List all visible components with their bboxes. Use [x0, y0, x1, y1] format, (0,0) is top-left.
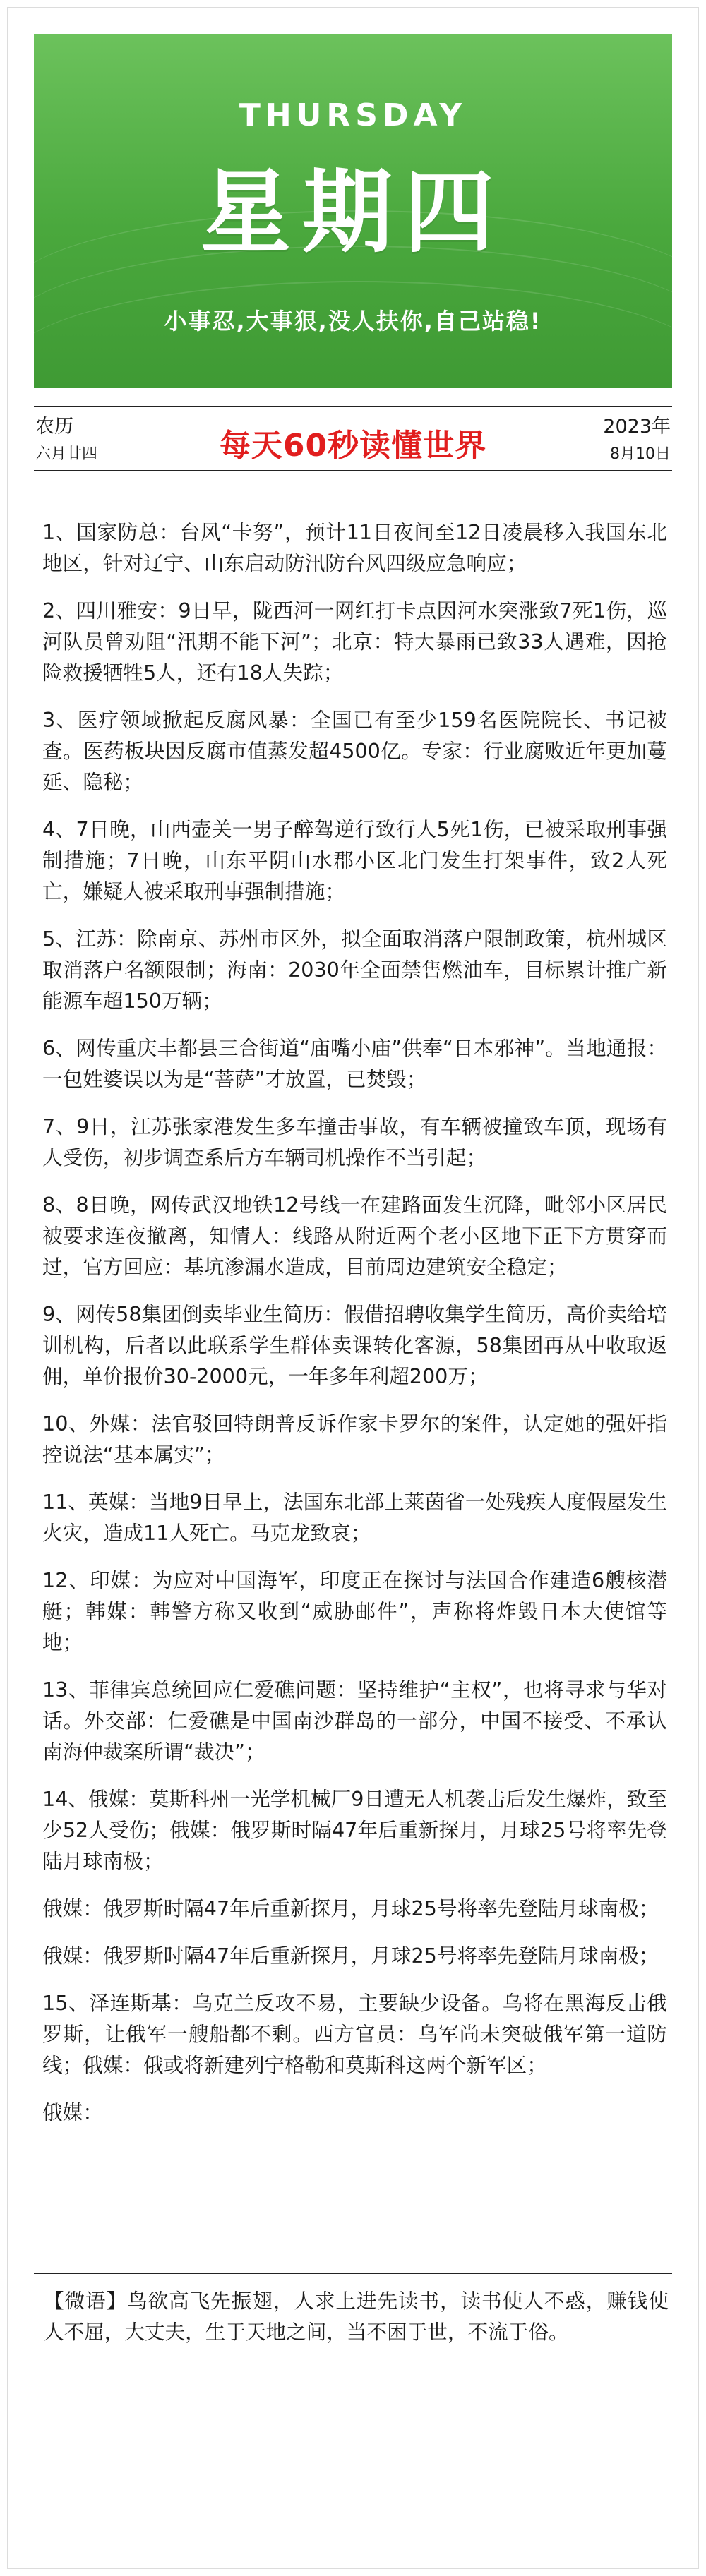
- day-banner: [34, 34, 672, 388]
- news-list: [42, 517, 667, 2144]
- news-item: 2、四川雅安：9日早，陇西河一网红打卡点因河水突涨致7死1伤，巡河队员曾劝阻“汛期不能下河”；北京：特大暴雨已致33人遇难，因抢险救援牺牲5人，还有18人失踪；: [42, 598, 667, 685]
- banner-motto: 小事忍,大事狠,没人扶你,自己站稳!: [164, 308, 542, 335]
- date-label: 8月10日: [610, 445, 671, 463]
- news-item: 6、网传重庆丰都县三合街道“庙嘴小庙”供奉“日本邪神”。当地通报：一包姓婆误以为是“菩萨”才放置，已焚毁；: [42, 1036, 667, 1091]
- news-item: 14、俄媒：莫斯科州一光学机械厂9日遭无人机袭击后发生爆炸，致至少52人受伤；俄媒：俄罗斯时隔47年后重新探月，月球25号将率先登陆月球南极；: [42, 1787, 667, 1873]
- weekday-chinese: 星期四: [200, 160, 505, 265]
- news-item: 8、8日晚，网传武汉地铁12号线一在建路面发生沉降，毗邻小区居民被要求连夜撤离，知情人：线路从附近两个老小区地下正下方贯穿而过，官方回应：基坑渗漏水造成，目前周边建筑安全稳定；: [42, 1193, 667, 1279]
- news-item: 10、外媒：法官驳回特朗普反诉作家卡罗尔的案件，认定她的强奸指控说法“基本属实”；: [42, 1412, 667, 1467]
- header-divider-top: [34, 406, 672, 407]
- weekday-english: THURSDAY: [239, 97, 467, 133]
- closing-quote: 【微语】鸟欲高飞先振翅，人求上进先读书，读书使人不惑，赚钱使人不屈，大丈夫，生于天地之间，当不困于世，不流于俗。: [44, 2289, 669, 2344]
- news-item: 4、7日晚，山西壶关一男子醉驾逆行致行人5死1伤，已被采取刑事强制措施；7日晚，山东平阴山水郡小区北门发生打架事件，致2人死亡，嫌疑人被采取刑事强制措施；: [42, 817, 667, 903]
- news-item: 9、网传58集团倒卖毕业生简历：假借招聘收集学生简历，高价卖给培训机构，后者以此联系学生群体卖课转化客源，58集团再从中收取返佣，单价报价30-2000元，一年多年利超200万；: [42, 1302, 667, 1388]
- year-label: 2023年: [603, 416, 671, 438]
- news-item: 7、9日，江苏张家港发生多车撞击事故，有车辆被撞致车顶，现场有人受伤，初步调查系后方车辆司机操作不当引起；: [42, 1114, 667, 1169]
- news-item: 15、泽连斯基：乌克兰反攻不易，主要缺少设备。乌将在黑海反击俄罗斯，让俄军一艘船都不剩。西方官员：乌军尚未突破俄军第一道防线；俄媒：俄或将新建列宁格勒和莫斯科这两个新军区；: [42, 1991, 667, 2077]
- news-item: 13、菲律宾总统回应仁爱礁问题：坚持维护“主权”，也将寻求与华对话。外交部：仁爱礁是中国南沙群岛的一部分，中国不接受、不承认南海仲裁案所谓“裁决”；: [42, 1678, 667, 1764]
- page-title: 每天60秒读懂世界: [219, 428, 487, 464]
- news-item: 11、英媒：当地9日早上，法国东北部上莱茵省一处残疾人度假屋发生火灾，造成11人死亡。马克龙致哀；: [42, 1490, 667, 1545]
- header-divider-bottom: [34, 470, 672, 471]
- news-item: 俄媒：俄罗斯时隔47年后重新探月，月球25号将率先登陆月球南极；: [42, 1896, 659, 1920]
- lunar-calendar-label: 农历: [35, 416, 73, 438]
- news-item: 俄媒：俄罗斯时隔47年后重新探月，月球25号将率先登陆月球南极；: [42, 1944, 659, 1968]
- news-item: 1、国家防总：台风“卡努”，预计11日夜间至12日凌晨移入我国东北地区，针对辽宁、山东启动防汛防台风四级应急响应；: [42, 520, 667, 575]
- news-item: 12、印媒：为应对中国海军，印度正在探讨与法国合作建造6艘核潜艇；韩媒：韩警方称又收到“威胁邮件”，声称将炸毁日本大使馆等地；: [42, 1568, 667, 1654]
- news-item: 俄媒：: [42, 2100, 103, 2124]
- news-item: 5、江苏：除南京、苏州市区外，拟全面取消落户限制政策，杭州城区取消落户名额限制；海南：2030年全面禁售燃油车，目标累计推广新能源车超150万辆；: [42, 927, 667, 1013]
- news-item: 3、医疗领域掀起反腐风暴：全国已有至少159名医院院长、书记被查。医药板块因反腐市值蒸发超4500亿。专家：行业腐败近年更加蔓延、隐秘；: [42, 708, 667, 794]
- lunar-date: 六月廿四: [35, 445, 98, 463]
- closing-divider: [34, 2273, 672, 2274]
